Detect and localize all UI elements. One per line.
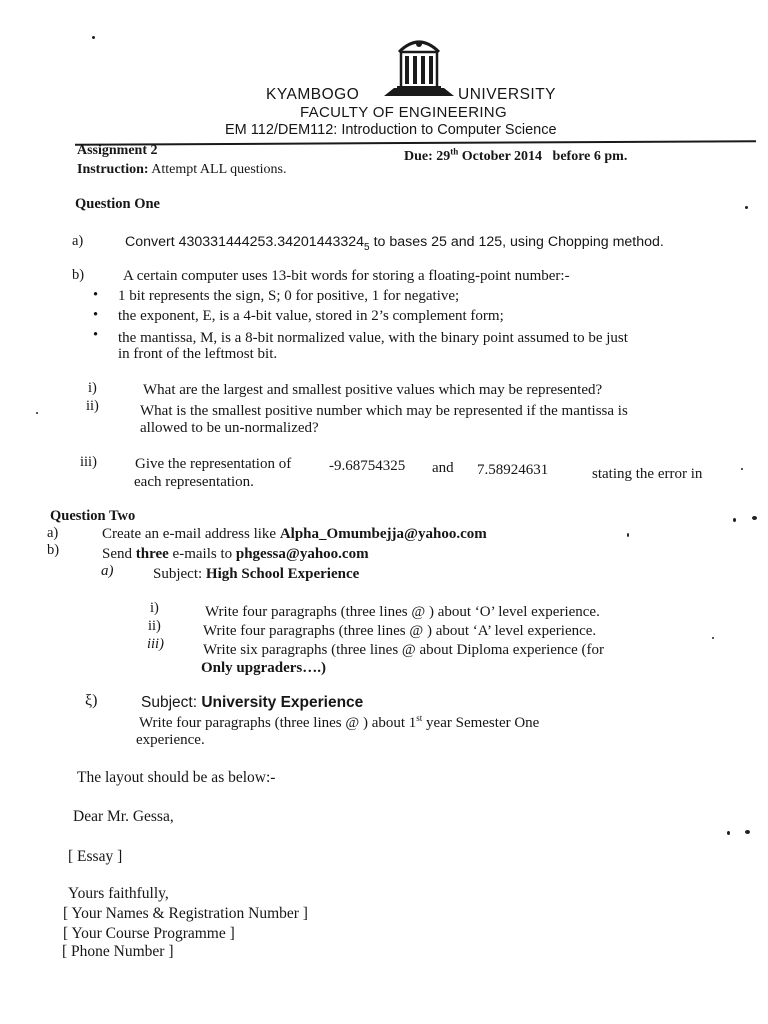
q2-sub-b-text-start: Write four paragraphs (three lines @ ) about 1: [139, 715, 417, 731]
q1-a-text-end: to bases 25 and 125, using Chopping method.: [373, 234, 664, 250]
q2-item-2-text: Write four paragraphs (three lines @ ) about ‘A’ level experience.: [203, 623, 597, 639]
course-title: EM 112/DEM112: Introduction to Computer Science: [225, 122, 557, 138]
due-day: 29: [436, 149, 451, 164]
scan-speck: [627, 533, 629, 537]
q1-ii-label: ii): [86, 398, 99, 414]
instruction-label: Instruction:: [77, 162, 149, 177]
q2-b-to: e-mails to: [172, 546, 233, 562]
instruction: [77, 162, 287, 178]
q2-sub-b-subject: Subject:: [141, 694, 198, 711]
q1-ii-text-2: allowed to be un-normalized?: [140, 420, 319, 436]
q1-iii-text-2: stating the error in: [592, 466, 703, 482]
due-day-suffix: th: [450, 146, 459, 157]
header-divider: [75, 140, 756, 146]
university-crest-logo: [393, 32, 445, 94]
q2-sub-b-sup: st: [416, 713, 423, 723]
bullet-dot: •: [93, 327, 99, 343]
letter-closing: Yours faithfully,: [68, 885, 169, 902]
layout-intro: The layout should be as below:-: [77, 769, 276, 786]
scan-speck: [712, 637, 714, 639]
q2-a-text-start: Create an e-mail address like: [102, 526, 277, 542]
q2-item-3-cont: Only upgraders….): [201, 660, 327, 676]
scan-speck: [745, 830, 750, 834]
q1-iii-value-1: -9.68754325: [329, 458, 406, 474]
q1-iii-label: iii): [80, 454, 97, 470]
signature-line-course: [ Your Course Programme ]: [63, 925, 235, 942]
bullet-dot: •: [93, 307, 99, 323]
q1-a-base: 5: [364, 241, 370, 253]
q2-a-text: [102, 526, 487, 543]
q2-a-label: a): [47, 525, 59, 541]
q1-b-text: A certain computer uses 13-bit words for storing a floating-point number:-: [123, 268, 570, 284]
q2-b-text: [102, 546, 369, 563]
q2-item-1-text: Write four paragraphs (three lines @ ) about ‘O’ level experience.: [205, 604, 600, 620]
q2-sub-b-label: ξ): [85, 692, 98, 709]
q1-b-bullet-2: the exponent, E, is a 4-bit value, stored in 2’s complement form;: [118, 308, 504, 324]
q1-b-bullet-3-cont: in front of the leftmost bit.: [118, 346, 278, 362]
q1-b-bullet-3: the mantissa, M, is a 8-bit normalized value, with the binary point assumed to be just: [118, 330, 628, 346]
q1-iii-text-3: each representation.: [134, 474, 254, 490]
q1-a-text-start: Convert 430331444253.34201443324: [125, 234, 365, 250]
q2-sub-a-heading: High School Experience: [205, 566, 360, 582]
letter-essay-placeholder: [ Essay ]: [68, 848, 123, 865]
due-month-year: October 2014: [461, 149, 543, 164]
due-date: [404, 146, 628, 165]
q1-a-label: a): [72, 233, 84, 249]
question-two-title: Question Two: [50, 508, 136, 524]
q2-a-email: Alpha_Omumbejja@yahoo.com: [279, 526, 487, 542]
signature-line-phone: [ Phone Number ]: [62, 943, 174, 960]
faculty-name: FACULTY OF ENGINEERING: [300, 104, 507, 121]
due-label: Due:: [404, 149, 433, 164]
q2-sub-a-title: [153, 566, 359, 583]
scan-speck: [733, 518, 736, 522]
q2-b-label: b): [47, 542, 60, 558]
q1-iii-text-1: Give the representation of: [135, 456, 292, 472]
question-one-title: Question One: [75, 196, 160, 212]
q1-b-label: b): [72, 267, 85, 283]
q2-sub-b-title: [141, 694, 363, 712]
q1-iii-and: and: [432, 460, 454, 476]
bullet-dot: •: [93, 287, 99, 303]
q2-sub-b-text-1: [139, 715, 539, 732]
scan-speck: [741, 468, 743, 470]
q2-b-email: phgessa@yahoo.com: [235, 546, 369, 562]
q2-item-1-label: i): [150, 600, 159, 616]
letter-greeting: Dear Mr. Gessa,: [73, 808, 174, 825]
scan-speck: [752, 516, 757, 520]
signature-line-names: [ Your Names & Registration Number ]: [63, 905, 308, 922]
q2-sub-a-label: a): [101, 563, 114, 579]
scan-speck: [745, 206, 748, 209]
crest-banner: [382, 86, 456, 98]
university-name-right: UNIVERSITY: [458, 86, 557, 103]
q2-item-2-label: ii): [148, 618, 161, 634]
q2-sub-b-text-end: year Semester One: [426, 715, 540, 731]
q2-sub-b-text-2: experience.: [136, 732, 205, 748]
q1-i-label: i): [88, 380, 97, 396]
scan-speck: [36, 412, 38, 414]
q1-iii-value-2: 7.58924631: [477, 462, 549, 478]
q1-i-text: What are the largest and smallest positive values which may be represented?: [143, 382, 603, 398]
instruction-text: Attempt ALL questions.: [151, 162, 287, 177]
q1-ii-text-1: What is the smallest positive number which may be represented if the mantissa is: [140, 403, 628, 419]
q2-sub-b-heading: University Experience: [201, 694, 364, 711]
q2-b-send: Send: [102, 546, 132, 562]
assignment-number: Assignment 2: [77, 143, 158, 158]
q2-item-3-text: Write six paragraphs (three lines @ about Diploma experience (for: [203, 642, 604, 658]
q1-b-bullet-1: 1 bit represents the sign, S; 0 for positive, 1 for negative;: [118, 288, 460, 304]
q2-sub-a-subject: Subject:: [153, 566, 203, 582]
due-time: before 6 pm.: [552, 149, 628, 164]
q2-item-3-label: iii): [147, 636, 164, 652]
q1-a-text: [125, 234, 664, 253]
q2-b-three: three: [135, 546, 169, 562]
university-name-left: KYAMBOGO: [266, 86, 360, 103]
scan-speck: [92, 36, 95, 39]
scan-speck: [727, 831, 730, 835]
